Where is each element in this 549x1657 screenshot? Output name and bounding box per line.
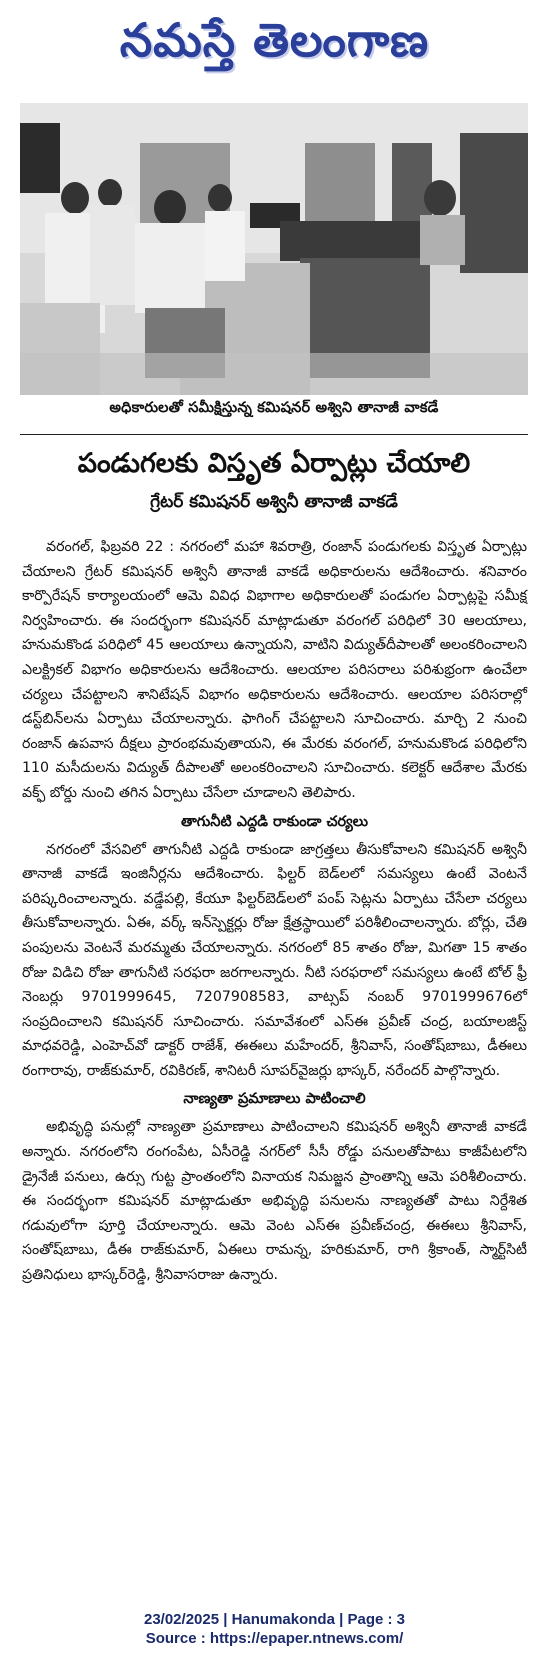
article-paragraph: వరంగల్, ఫిబ్రవరి 22 : నగరంలో మహా శివరాత్రి, రంజాన్ పండుగలకు విస్తృత ఏర్పాట్లు చేయాలని గ్రేటర్ కమిషనర్ అశ్వినీ తానాజీ వాకడే అధికారులను ఆదేశించారు. శనివారం కార్పొరేషన్ కార్యాలయంలో ఆమె వివిధ విభాగాల అధికారులతో పండుగల ఏర్పాట్లపై సమీక్ష నిర్వహించారు. ఈ సందర్భంగా కమిషనర్ మాట్లాడుతూ వరంగల్ పరిధిలో 30 ఆలయాలు, హనుమకొండ పరిధిలో 45 ఆలయాలు ఉన్నాయని, వాటిని విద్యుత్‌దీపాలతో అలంకరించాలని ఎలక్ట్రికల్ విభాగం అధికారులను ఆదేశించారు. ఆలయాల పరిసరాలు పరిశుభ్రంగా ఉంచేలా చర్యలు చేపట్టాలని శానిటేషన్ విభాగం అధికారులను ఆదేశించారు. ఆలయాల పరిసరాల్లో డస్ట్‌బిన్‌లను ఏర్పాటు చేయాలన్నారు. ఫాగింగ్ చేపట్టాలని సూచించారు. మార్చి 2 నుంచి రంజాన్ ఉపవాస దీక్షలు ప్రారంభమవుతాయని, ఈ మేరకు వరంగల్, హనుమకొండ పరిధిలోని 110 మసీదులను విద్యుత్ దీపాలతో అలంకరించాలని సూచించారు. కలెక్టర్ ఆదేశాల మేరకు వక్ఫ్ బోర్డు నుంచి తగిన ఏర్పాటు చేసేలా చూడాలని తెలిపారు.	[22, 539, 527, 801]
article-subheadline: గ్రేటర్ కమిషనర్ అశ్వినీ తానాజీ వాకడే	[150, 492, 398, 512]
meeting-photo-illustration	[20, 103, 528, 395]
page-footer	[0, 1610, 549, 1648]
newspaper-title: నమస్తే తెలంగాణ	[119, 13, 430, 67]
section-heading-quality-standards: నాణ్యతా ప్రమాణాలు పాటించాలి	[183, 1091, 366, 1108]
divider	[20, 434, 528, 435]
article-headline: పండుగలకు విస్తృత ఏర్పాట్లు చేయాలి	[77, 448, 471, 479]
source-link[interactable]: Source : https://epaper.ntnews.com/	[145, 1630, 404, 1647]
section-heading-drinking-water: తాగునీటి ఎద్దడి రాకుండా చర్యలు	[180, 813, 369, 830]
news-photo	[20, 103, 528, 395]
photo-caption: అధికారులతో సమీక్షిస్తున్న కమిషనర్ అశ్విని తానాజీ వాకడే	[109, 400, 439, 416]
article-body	[22, 535, 527, 1288]
article-paragraph: నగరంలో వేసవిలో తాగునీటి ఎద్దడి రాకుండా జాగ్రత్తలు తీసుకోవాలని కమిషనర్ అశ్వినీ తానాజీ వాకడే ఇంజినీర్లను ఆదేశించారు. ఫిల్టర్ బెడ్‌లలో సమస్యలు ఉంటే వెంటనే పరిష్కరించాలన్నారు. వడ్డేపల్లి, కేయూ ఫిల్టర్‌బెడ్‌లలో పంప్ సెట్లను ఏర్పాటు చేసేలా చర్యలు తీసుకోవాలన్నారు. ఏఈ, వర్క్ ఇన్‌స్పెక్టర్లు రోజు క్షేత్రస్థాయిలో పరిశీలించాలన్నారు. బోర్లు, చేతి పంపులను వెంటనే మరమ్మతు చేయాలన్నారు. నగరంలో 85 శాతం రోజు, మిగతా 15 శాతం రోజు విడిచి రోజు తాగునీటి సరఫరా జరగాలన్నారు. నీటి సరఫరాలో సమస్యలు ఉంటే టోల్ ఫ్రీ నెంబర్లు 9701999645, 7207908583, వాట్సప్ నంబర్ 9701999676లో సంప్రదించాలని కమిషనర్ సూచించారు. సమావేశంలో ఎస్‌ఈ ప్రవీణ్ చంద్ర, బయాలజిస్ట్ మాధవరెడ్డి, ఎంహెచ్‌వో డాక్టర్ రాజేశ్, ఈఈలు మహేందర్, శ్రీనివాస్, సంతోష్‌బాబు, డీఈలు రంగారావు, రాజ్‌కుమార్, రవికిరణ్, శానిటరీ సూపర్‌వైజర్లు భాస్కర్, నరేందర్ పాల్గొన్నారు.	[22, 841, 527, 1079]
masthead	[0, 0, 549, 92]
article-paragraph: అభివృద్ధి పనుల్లో నాణ్యతా ప్రమాణాలు పాటించాలని కమిషనర్ అశ్వినీ తానాజీ వాకడే అన్నారు. నగరంలోని రంగంపేట, ఏసీరెడ్డి నగర్‌లో సీసీ రోడ్డు పనులతోపాటు కాజీపేటలోని డ్రైనేజీ పనులు, ఉర్సు గుట్ట ప్రాంతంలోని వినాయక నిమజ్జన ప్రాంతాన్ని ఆమె పరిశీలించారు. ఈ సందర్భంగా కమిషనర్ మాట్లాడుతూ అభివృద్ధి పనులను నాణ్యతతో పాటు నిర్దేశిత గడువులోగా పూర్తి చేయాలన్నారు. ఆమె వెంట ఎస్‌ఈ ప్రవీణ్‌చంద్ర, ఈఈలు శ్రీనివాస్, సంతోష్‌బాబు, డీఈ రాజ్‌కుమార్, ఏఈలు రామన్న, హరికుమార్, రాగి శ్రీకాంత్, స్మార్ట్‌సిటీ ప్రతినిధులు భాస్కర్‌రెడ్డి, శ్రీనివాసరాజు ఉన్నారు.	[22, 1119, 527, 1284]
edition-info: 23/02/2025 | Hanumakonda | Page : 3	[143, 1611, 405, 1628]
